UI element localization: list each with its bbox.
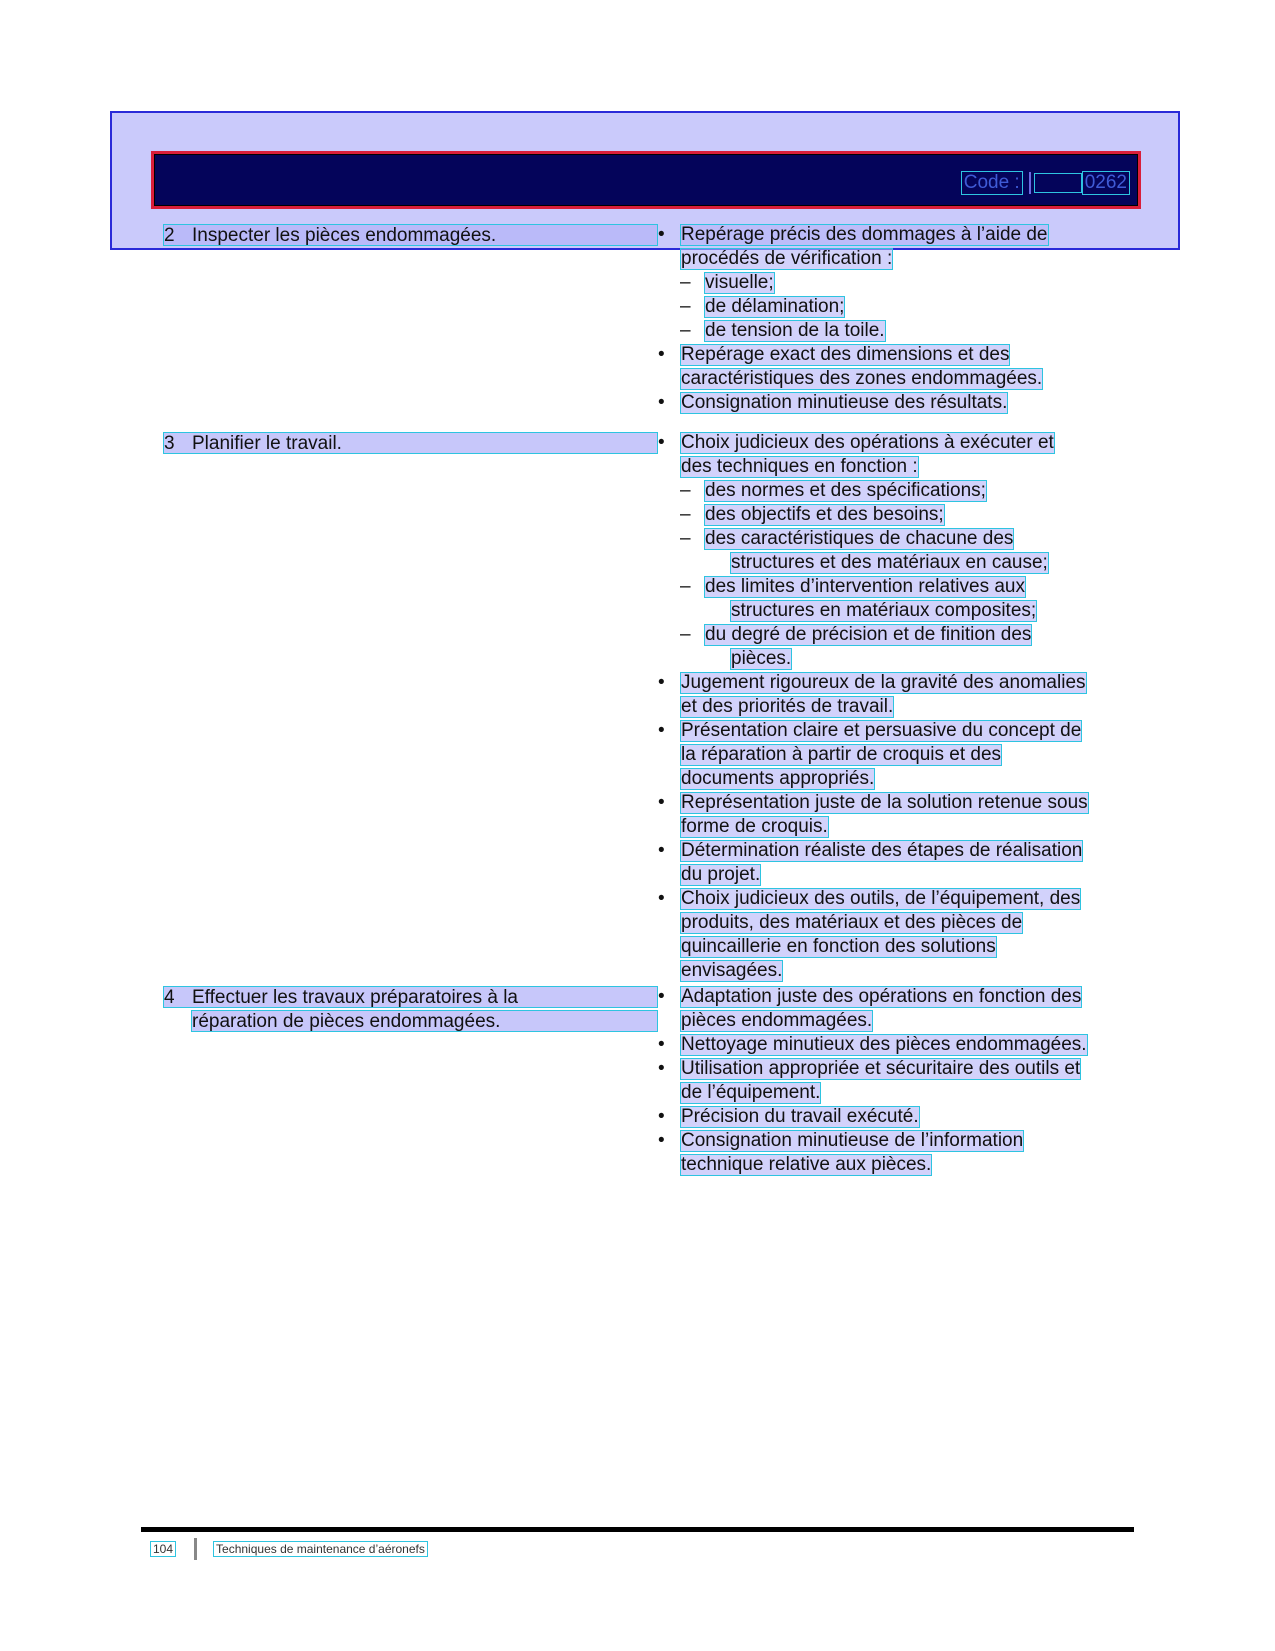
criterion-item (658, 432, 1128, 478)
bullet-icon: • (658, 720, 665, 741)
dash-icon: – (680, 528, 691, 549)
task-text: réparation de pièces endommagées. (192, 1011, 501, 1032)
criterion-line: Consignation minutieuse des résultats. (681, 392, 1008, 413)
criterion-line: caractéristiques des zones endommagées. (681, 368, 1043, 389)
criterion-line: pièces endommagées. (681, 1010, 873, 1031)
criterion-line: Détermination réaliste des étapes de réalisation (681, 840, 1083, 861)
sub-criterion-item (658, 504, 1128, 526)
dash-icon: – (680, 272, 691, 293)
bullet-icon: • (658, 1130, 665, 1151)
task-line (163, 224, 658, 246)
bullet-icon: • (658, 840, 665, 861)
criteria-list (658, 224, 1128, 416)
sub-criterion-line: de tension de la toile. (705, 320, 885, 341)
footer-separator (194, 1538, 197, 1560)
sub-criterion-line: structures en matériaux composites; (731, 600, 1037, 621)
task-3 (163, 432, 658, 456)
criteria-list (658, 432, 1128, 984)
criterion-line: de l’équipement. (681, 1082, 821, 1103)
dash-icon: – (680, 296, 691, 317)
criterion-item (658, 1106, 1128, 1128)
criterion-line: Choix judicieux des outils, de l’équipement, des (681, 888, 1081, 909)
sub-criterion-line: des objectifs et des besoins; (705, 504, 944, 525)
criterion-line: Repérage précis des dommages à l’aide de (681, 224, 1048, 245)
criterion-line: produits, des matériaux et des pièces de (681, 912, 1023, 933)
task-text: Effectuer les travaux préparatoires à la (192, 987, 518, 1008)
code-blank (1034, 173, 1082, 193)
bullet-icon: • (658, 792, 665, 813)
criterion-line: Nettoyage minutieux des pièces endommagées. (681, 1034, 1087, 1055)
sub-criterion-item (658, 480, 1128, 502)
footer (150, 1538, 428, 1560)
sub-criterion-item (658, 296, 1128, 318)
task-text: Inspecter les pièces endommagées. (192, 225, 497, 246)
task-4 (163, 986, 658, 1034)
task-number: 3 (164, 433, 175, 454)
criterion-item (658, 672, 1128, 718)
criterion-line: procédés de vérification : (681, 248, 893, 269)
criterion-line: technique relative aux pièces. (681, 1154, 932, 1175)
criterion-line: Précision du travail exécuté. (681, 1106, 919, 1127)
criterion-item (658, 986, 1128, 1032)
criterion-line: des techniques en fonction : (681, 456, 918, 477)
criterion-item (658, 840, 1128, 886)
dash-icon: – (680, 504, 691, 525)
task-line (163, 986, 658, 1008)
criterion-line: envisagées. (681, 960, 783, 981)
criterion-line: forme de croquis. (681, 816, 828, 837)
sub-criterion-item (658, 528, 1128, 574)
dash-icon: – (680, 480, 691, 501)
bullet-icon: • (658, 888, 665, 909)
criterion-line: documents appropriés. (681, 768, 875, 789)
criterion-item (658, 224, 1128, 270)
sub-criterion-line: des normes et des spécifications; (705, 480, 986, 501)
task-line (163, 432, 658, 454)
sub-criterion-item (658, 320, 1128, 342)
bullet-icon: • (658, 1106, 665, 1127)
footer-title: Techniques de maintenance d’aéronefs (213, 1541, 428, 1557)
task-2 (163, 224, 658, 248)
sub-criterion-line: du degré de précision et de finition des (705, 624, 1032, 645)
criterion-line: Présentation claire et persuasive du concept de (681, 720, 1082, 741)
sub-criterion-line: pièces. (731, 648, 792, 669)
bullet-icon: • (658, 224, 665, 245)
criterion-item (658, 720, 1128, 790)
code-area (961, 172, 1130, 194)
bullet-icon: • (658, 432, 665, 453)
criterion-line: Consignation minutieuse de l’information (681, 1130, 1024, 1151)
page-number: 104 (150, 1541, 176, 1557)
code-separator (1029, 172, 1031, 194)
criterion-line: Choix judicieux des opérations à exécuter et (681, 432, 1054, 453)
dash-icon: – (680, 320, 691, 341)
criterion-line: Représentation juste de la solution retenue sous (681, 792, 1088, 813)
criterion-item (658, 392, 1128, 414)
criterion-item (658, 1130, 1128, 1176)
sub-criterion-line: des caractéristiques de chacune des (705, 528, 1014, 549)
criterion-item (658, 1034, 1128, 1056)
code-label: Code : (961, 171, 1023, 195)
criterion-line: quincaillerie en fonction des solutions (681, 936, 996, 957)
criterion-line: Utilisation appropriée et sécuritaire des outils et (681, 1058, 1081, 1079)
bullet-icon: • (658, 986, 665, 1007)
bullet-icon: • (658, 344, 665, 365)
criterion-item (658, 888, 1128, 982)
sub-criterion-line: de délamination; (705, 296, 845, 317)
sub-criterion-line: visuelle; (705, 272, 774, 293)
bullet-icon: • (658, 1058, 665, 1079)
header-bar (151, 151, 1141, 209)
sub-criterion-item (658, 624, 1128, 670)
sub-criterion-line: structures et des matériaux en cause; (731, 552, 1048, 573)
criterion-line: Repérage exact des dimensions et des (681, 344, 1010, 365)
bullet-icon: • (658, 672, 665, 693)
criteria-list (658, 986, 1128, 1178)
criterion-item (658, 792, 1128, 838)
sub-criterion-item (658, 576, 1128, 622)
criterion-line: Adaptation juste des opérations en fonction des (681, 986, 1082, 1007)
criterion-item (658, 1058, 1128, 1104)
sub-criterion-line: des limites d’intervention relatives aux (705, 576, 1025, 597)
criterion-item (658, 344, 1128, 390)
task-number: 4 (164, 987, 175, 1008)
dash-icon: – (680, 576, 691, 597)
bullet-icon: • (658, 392, 665, 413)
task-number: 2 (164, 225, 175, 246)
criterion-line: et des priorités de travail. (681, 696, 894, 717)
code-number: 0262 (1082, 171, 1130, 195)
criterion-line: Jugement rigoureux de la gravité des anomalies (681, 672, 1086, 693)
footer-rule (141, 1527, 1134, 1532)
task-line (191, 1010, 658, 1032)
bullet-icon: • (658, 1034, 665, 1055)
criterion-line: la réparation à partir de croquis et des (681, 744, 1002, 765)
sub-criterion-item (658, 272, 1128, 294)
dash-icon: – (680, 624, 691, 645)
criterion-line: du projet. (681, 864, 761, 885)
task-text: Planifier le travail. (192, 433, 342, 454)
